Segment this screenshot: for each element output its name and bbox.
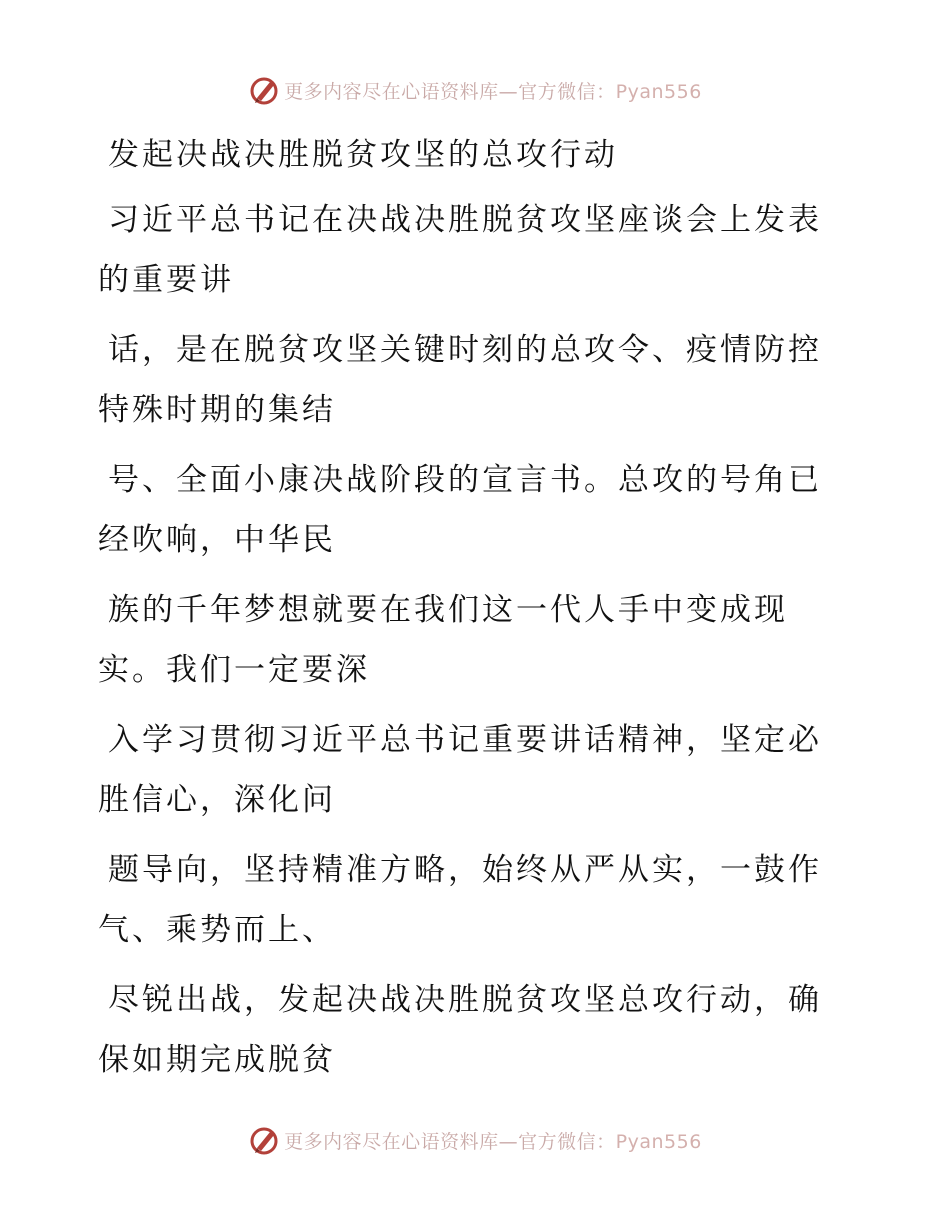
pen-logo-icon bbox=[248, 74, 280, 106]
paragraph bbox=[98, 710, 838, 830]
watermark-text: 更多内容尽在心语资料库—官方微信：Pyan556 bbox=[284, 1130, 702, 1153]
footer-watermark bbox=[0, 1120, 950, 1160]
paragraph-line: 保如期完成脱贫 bbox=[98, 1042, 336, 1078]
document-title-block bbox=[98, 125, 838, 185]
paragraph-line: 气、乘势而上、 bbox=[98, 912, 336, 948]
paragraph bbox=[98, 320, 838, 440]
header-watermark bbox=[0, 70, 950, 110]
paragraph-line: 实。我们一定要深 bbox=[98, 652, 370, 688]
paragraph bbox=[98, 970, 838, 1090]
paragraph-line: 族的千年梦想就要在我们这一代人手中变成现 bbox=[108, 592, 788, 628]
paragraph bbox=[98, 450, 838, 570]
paragraph bbox=[98, 840, 838, 960]
paragraph-line: 胜信心，深化问 bbox=[98, 782, 336, 818]
document-title: 发起决战决胜脱贫攻坚的总攻行动 bbox=[108, 137, 618, 173]
paragraph-line: 号、全面小康决战阶段的宣言书。总攻的号角已 bbox=[108, 462, 822, 498]
document-body bbox=[98, 125, 838, 1100]
paragraph bbox=[98, 580, 838, 700]
paragraph-line: 话，是在脱贫攻坚关键时刻的总攻令、疫情防控 bbox=[108, 332, 822, 368]
paragraph-line: 经吹响，中华民 bbox=[98, 522, 336, 558]
pen-logo-icon bbox=[248, 1124, 280, 1156]
paragraph bbox=[98, 190, 838, 310]
paragraph-line: 尽锐出战，发起决战决胜脱贫攻坚总攻行动，确 bbox=[108, 982, 822, 1018]
paragraph-line: 入学习贯彻习近平总书记重要讲话精神，坚定必 bbox=[108, 722, 822, 758]
watermark-text: 更多内容尽在心语资料库—官方微信：Pyan556 bbox=[284, 80, 702, 103]
paragraph-line: 习近平总书记在决战决胜脱贫攻坚座谈会上发表 bbox=[108, 202, 822, 238]
paragraph-line: 题导向，坚持精准方略，始终从严从实，一鼓作 bbox=[108, 852, 822, 888]
paragraph-line: 特殊时期的集结 bbox=[98, 392, 336, 428]
paragraph-line: 的重要讲 bbox=[98, 262, 234, 298]
